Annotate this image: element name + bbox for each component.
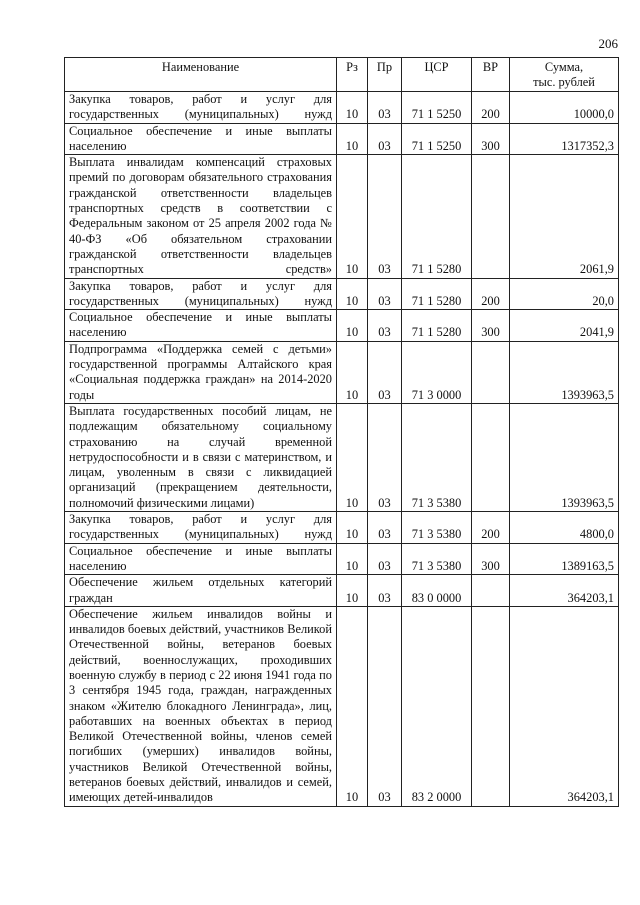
header-sum-line2: тыс. рублей (533, 75, 595, 89)
row-name: Социальное обеспечение и иные выплаты населению (65, 543, 337, 575)
row-csr: 71 1 5280 (402, 310, 472, 342)
row-name: Выплата государственных пособий лицам, не подлежащим обязательному социальному страхованию на случай временной нетрудоспособности и в связи с материнством, и лицам, уволенным в связи с ликвидацией организаций (прекращением деятельности, полномочий физическими лицами) (65, 403, 337, 511)
row-pr: 03 (368, 606, 402, 806)
row-rz: 10 (337, 92, 368, 124)
page-number: 206 (598, 36, 618, 51)
row-rz: 10 (337, 310, 368, 342)
row-name: Закупка товаров, работ и услуг для государственных (муниципальных) нужд (65, 278, 337, 310)
header-row (65, 58, 619, 92)
row-pr: 03 (368, 575, 402, 607)
row-rz: 10 (337, 575, 368, 607)
row-sum: 1389163,5 (510, 543, 619, 575)
row-csr: 71 1 5250 (402, 92, 472, 124)
row-sum: 10000,0 (510, 92, 619, 124)
row-sum: 2061,9 (510, 155, 619, 278)
row-vr: 300 (472, 310, 510, 342)
row-rz: 10 (337, 512, 368, 544)
row-vr (472, 403, 510, 511)
header-sum (510, 58, 619, 92)
row-sum: 1317352,3 (510, 123, 619, 155)
row-sum: 364203,1 (510, 606, 619, 806)
row-sum: 1393963,5 (510, 403, 619, 511)
row-pr: 03 (368, 512, 402, 544)
table-row (65, 512, 619, 544)
budget-table (64, 57, 619, 807)
row-pr: 03 (368, 310, 402, 342)
row-name: Обеспечение жильем отдельных категорий граждан (65, 575, 337, 607)
table-row (65, 155, 619, 278)
row-name: Закупка товаров, работ и услуг для государственных (муниципальных) нужд (65, 512, 337, 544)
row-pr: 03 (368, 543, 402, 575)
row-sum: 20,0 (510, 278, 619, 310)
row-rz: 10 (337, 403, 368, 511)
row-csr: 83 0 0000 (402, 575, 472, 607)
row-csr: 71 3 0000 (402, 341, 472, 403)
header-csr: ЦСР (402, 58, 472, 92)
header-name: Наименование (65, 58, 337, 92)
table-row (65, 575, 619, 607)
row-rz: 10 (337, 606, 368, 806)
row-rz: 10 (337, 341, 368, 403)
table-row (65, 123, 619, 155)
row-csr: 71 3 5380 (402, 403, 472, 511)
row-rz: 10 (337, 278, 368, 310)
row-csr: 71 1 5280 (402, 278, 472, 310)
row-vr (472, 606, 510, 806)
row-rz: 10 (337, 155, 368, 278)
header-rz: Рз (337, 58, 368, 92)
row-name: Подпрограмма «Поддержка семей с детьми» государственной программы Алтайского края «Социальная поддержка граждан» на 2014-2020 годы (65, 341, 337, 403)
row-csr: 83 2 0000 (402, 606, 472, 806)
row-vr: 200 (472, 92, 510, 124)
row-csr: 71 1 5280 (402, 155, 472, 278)
table-row (65, 606, 619, 806)
row-vr (472, 575, 510, 607)
row-name: Социальное обеспечение и иные выплаты населению (65, 123, 337, 155)
row-name: Обеспечение жильем инвалидов войны и инвалидов боевых действий, участников Великой Отечественной войны, ветеранов боевых действий, военнослужащих, проходивших военную службу в период с 22 июня 1941 года по 3 сентября 1945 года, граждан, награжденных знаком «Жителю блокадного Ленинграда», лиц, работавших на военных объектах в период Великой Отечественной войны, членов семей погибших (умерших) инвалидов войны, участников Великой Отечественной войны, ветеранов боевых действий, инвалидов и семей, имеющих детей-инвалидов (65, 606, 337, 806)
row-pr: 03 (368, 155, 402, 278)
row-pr: 03 (368, 403, 402, 511)
row-vr (472, 341, 510, 403)
row-name: Социальное обеспечение и иные выплаты населению (65, 310, 337, 342)
header-vr: ВР (472, 58, 510, 92)
table-row (65, 403, 619, 511)
table-row (65, 543, 619, 575)
row-pr: 03 (368, 123, 402, 155)
table-row (65, 310, 619, 342)
row-rz: 10 (337, 543, 368, 575)
row-sum: 2041,9 (510, 310, 619, 342)
row-sum: 1393963,5 (510, 341, 619, 403)
table-row (65, 341, 619, 403)
row-pr: 03 (368, 278, 402, 310)
row-rz: 10 (337, 123, 368, 155)
row-vr: 300 (472, 543, 510, 575)
row-name: Закупка товаров, работ и услуг для государственных (муниципальных) нужд (65, 92, 337, 124)
row-vr: 300 (472, 123, 510, 155)
row-vr (472, 155, 510, 278)
row-pr: 03 (368, 341, 402, 403)
row-vr: 200 (472, 512, 510, 544)
row-csr: 71 1 5250 (402, 123, 472, 155)
table-row (65, 278, 619, 310)
row-vr: 200 (472, 278, 510, 310)
row-name: Выплата инвалидам компенсаций страховых премий по договорам обязательного страхования гражданской ответственности владельцев транспортных средств в соответствии с Федеральным законом от 25 апреля 2002 года № 40-ФЗ «Об обязательном страховании гражданской ответственности владельцев транспортных средств» (65, 155, 337, 278)
table-row (65, 92, 619, 124)
row-sum: 4800,0 (510, 512, 619, 544)
row-csr: 71 3 5380 (402, 543, 472, 575)
row-csr: 71 3 5380 (402, 512, 472, 544)
header-pr: Пр (368, 58, 402, 92)
row-sum: 364203,1 (510, 575, 619, 607)
row-pr: 03 (368, 92, 402, 124)
header-sum-line1: Сумма, (544, 60, 584, 74)
